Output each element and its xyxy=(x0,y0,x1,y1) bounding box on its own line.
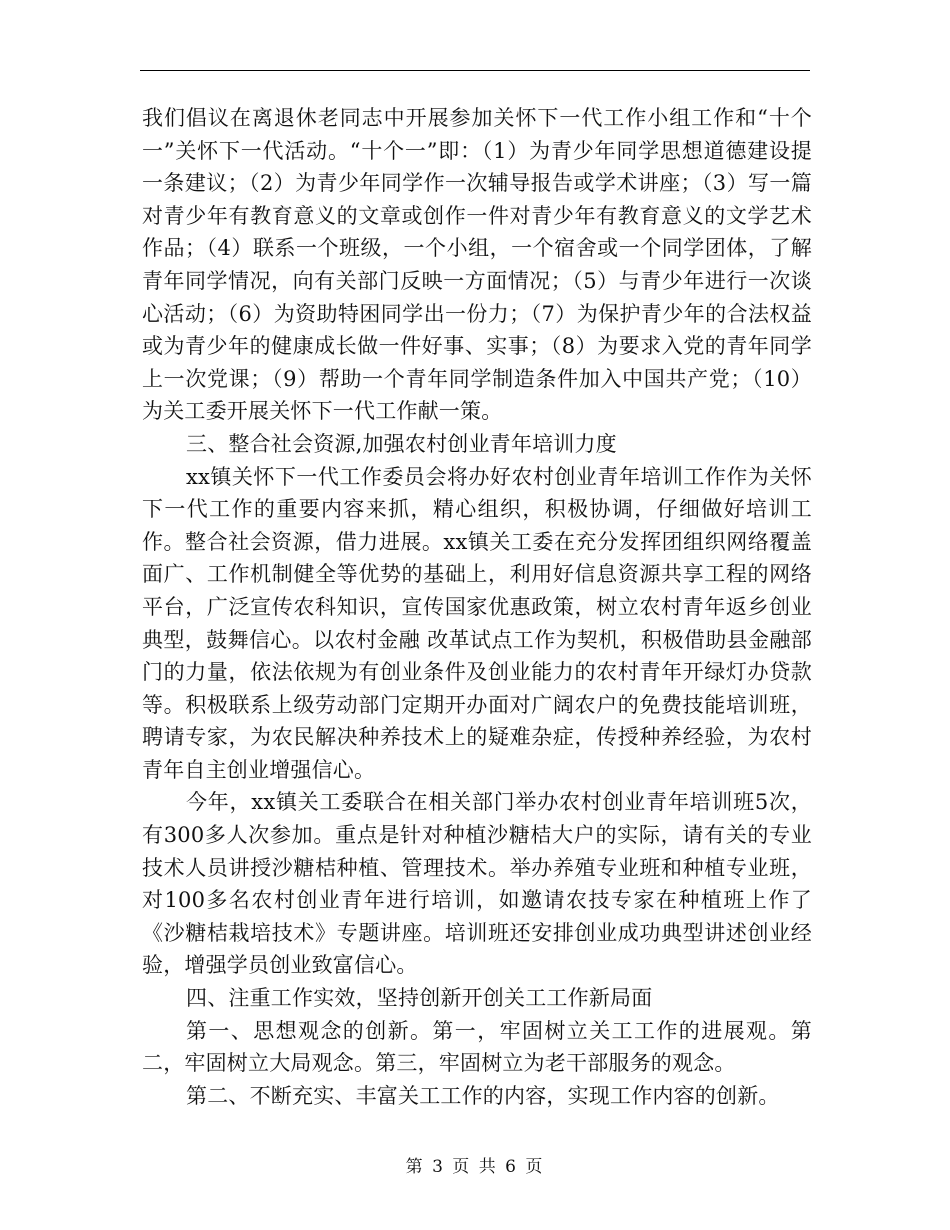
section-heading-4: 四、注重工作实效，坚持创新开创关工工作新局面 xyxy=(186,986,653,1011)
page-footer: 第 3 页 共 6 页 xyxy=(405,1157,545,1177)
paragraph-3: 今年，xx镇关工委联合在相关部门举办农村创业青年培训班5次，有300多人次参加。重点是针对种植沙糖桔大户的实际，请有关的专业技术人员讲授沙糖桔种植、管理技术。举办养殖专业班和种植专业班，对100多名农村创业青年进行培训，如邀请农技专家在种植班上作了《沙糖桔栽培技术》专题讲座。培训班还安排创业成功典型讲述创业经验，增强学员创业致富信心。 xyxy=(142,790,812,978)
paragraph-1: 我们倡议在离退休老同志中开展参加关怀下一代工作小组工作和“十个一”关怀下一代活动。“十个一”即：（1）为青少年同学思想道德建设提一条建议；（2）为青少年同学作一次辅导报告或学术讲座；（3）写一篇对青少年有教育意义的文章或创作一件对青少年有教育意义的文学艺术作品；（4）联系一个班级，一个小组，一个宿舍或一个同学团体，了解青年同学情况，向有关部门反映一方面情况；（5）与青少年进行一次谈心活动；（6）为资助特困同学出一份力；（7）为保护青少年的合法权益或为青少年的健康成长做一件好事、实事；（8）为要求入党的青年同学上一次党课；（9）帮助一个青年同学制造条件加入中国共产党；（10）为关工委开展关怀下一代工作献一策。 xyxy=(142,106,812,424)
header-rule xyxy=(140,70,810,71)
document-body xyxy=(142,102,812,1112)
paragraph-4: 第一、思想观念的创新。第一，牢固树立关工工作的进展观。第二，牢固树立大局观念。第三，牢固树立为老干部服务的观念。 xyxy=(142,1018,812,1076)
section-heading-3: 三、整合社会资源,加强农村创业青年培训力度 xyxy=(186,431,617,456)
paragraph-5: 第二、不断充实、丰富关工工作的内容，实现工作内容的创新。 xyxy=(186,1083,780,1108)
paragraph-2: xx镇关怀下一代工作委员会将办好农村创业青年培训工作作为关怀下一代工作的重要内容来抓，精心组织，积极协调，仔细做好培训工作。整合社会资源，借力进展。xx镇关工委在充分发挥团组织网络覆盖面广、工作机制健全等优势的基础上，利用好信息资源共享工程的网络平台，广泛宣传农科知识，宣传国家优惠政策，树立农村青年返乡创业典型，鼓舞信心。以农村金融 改革试点工作为契机，积极借助县金融部门的力量，依法依规为有创业条件及创业能力的农村青年开绿灯办贷款等。积极联系上级劳动部门定期开办面对广阔农户的免费技能培训班，聘请专家，为农民解决种养技术上的疑难杂症，传授种养经验，为农村青年自主创业增强信心。 xyxy=(142,464,812,782)
